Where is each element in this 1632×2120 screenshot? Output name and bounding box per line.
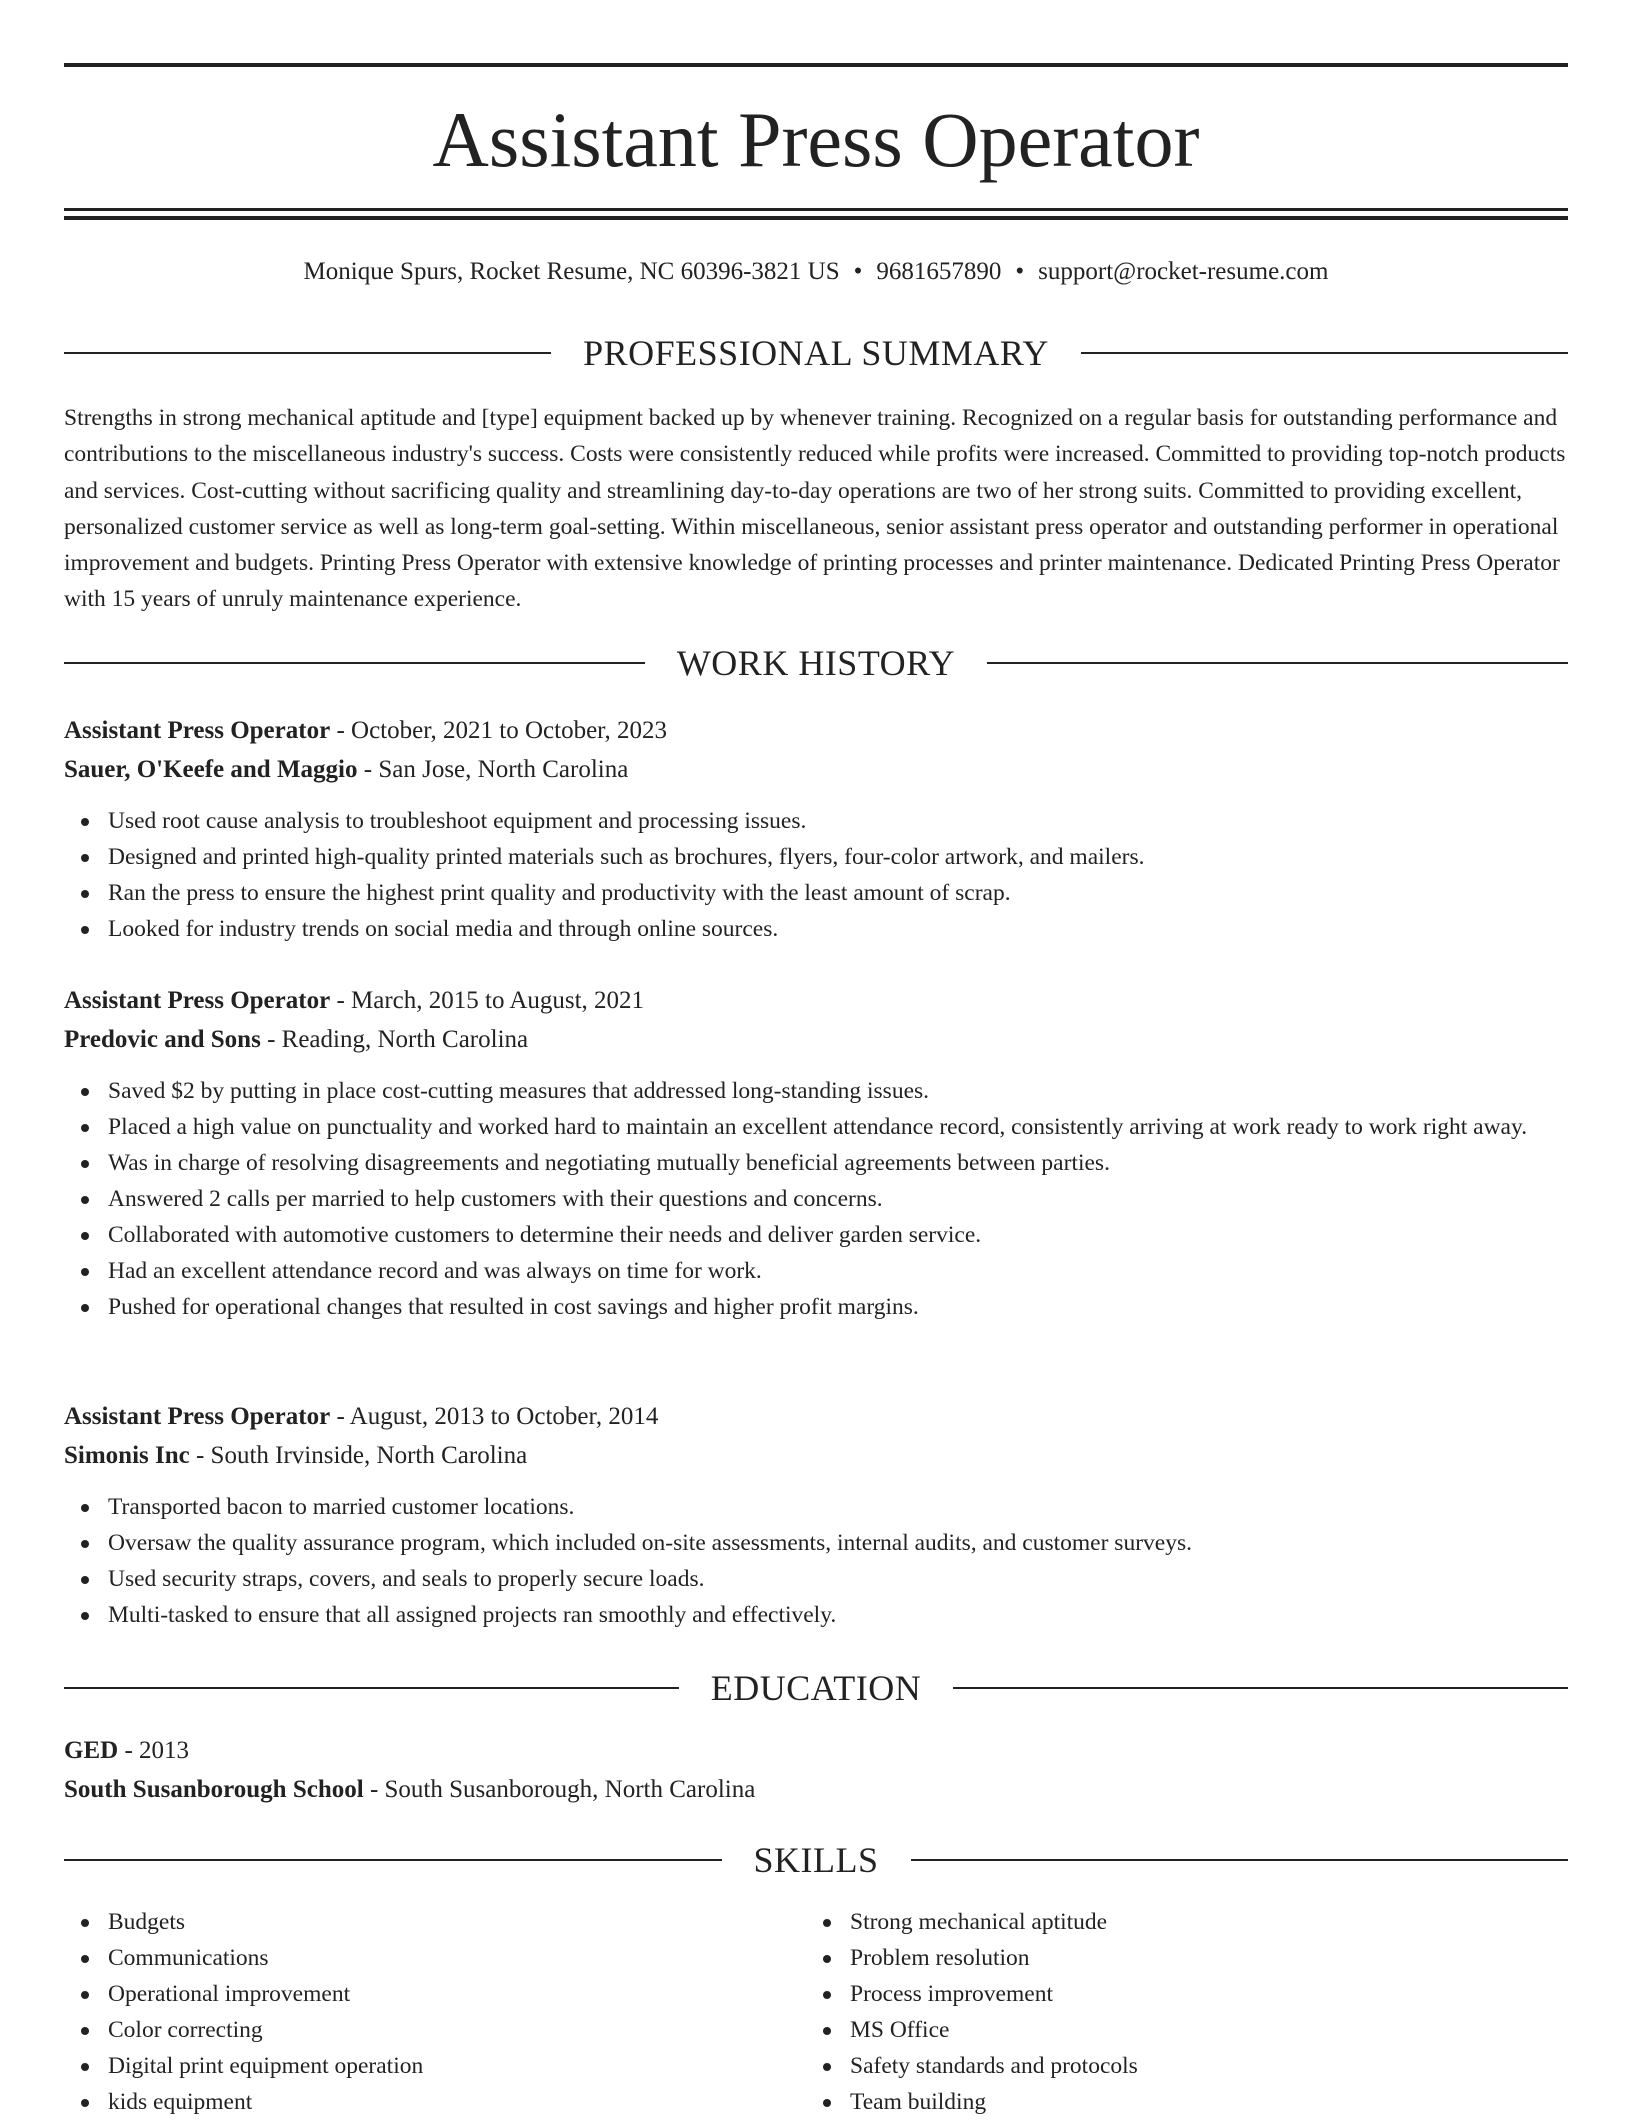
list-item: [64, 1525, 1568, 1561]
job-title-line: [64, 1397, 1568, 1436]
bullet-text: Oversaw the quality assurance program, which included on-site assessments, internal audits, and customer surveys.: [108, 1530, 1192, 1556]
list-item: [64, 1904, 764, 1940]
job-bullets: [64, 803, 1568, 947]
bullet-icon: [81, 1124, 89, 1132]
skill-text: Team building: [850, 2089, 987, 2115]
bullet-text: Saved $2 by putting in place cost-cutting measures that addressed long-standing issues.: [108, 1078, 930, 1104]
job-entry: [64, 1397, 1568, 1633]
list-item: [64, 839, 1568, 875]
bullet-icon: [81, 1196, 89, 1204]
bullet-icon: [81, 1504, 89, 1512]
bullet-text: Was in charge of resolving disagreements and negotiating mutually beneficial agreements between parties.: [108, 1150, 1110, 1176]
contact-address: Monique Spurs, Rocket Resume, NC 60396-3821 US: [303, 258, 840, 285]
list-item: [64, 1976, 764, 2012]
bullet-icon: [81, 1991, 89, 1999]
bullet-icon: [823, 1919, 831, 1927]
section-rule: [911, 1859, 1569, 1861]
skill-text: Process improvement: [850, 1981, 1053, 2007]
list-item: [64, 2012, 764, 2048]
list-item: [64, 2084, 764, 2120]
list-item: [64, 1597, 1568, 1633]
job-title-line: [64, 711, 1568, 750]
title-rule-upper: [64, 208, 1568, 211]
bullet-icon: [823, 2063, 831, 2071]
bullet-text: Pushed for operational changes that resulted in cost savings and higher profit margins.: [108, 1294, 919, 1320]
bullet-icon: [81, 818, 89, 826]
bullet-icon: [81, 1232, 89, 1240]
contact-separator: •: [853, 258, 863, 285]
bullet-text: Answered 2 calls per married to help customers with their questions and concerns.: [108, 1186, 883, 1212]
skill-text: Strong mechanical aptitude: [850, 1909, 1108, 1935]
section-rule: [64, 352, 551, 354]
skills-list: [64, 1904, 764, 2120]
section-rule: [1081, 352, 1568, 354]
list-item: [64, 1145, 1568, 1181]
list-item: [64, 1109, 1568, 1145]
job-title: Assistant Press Operator: [64, 987, 331, 1014]
job-company: Simonis Inc: [64, 1442, 190, 1469]
job-dates: - October, 2021 to October, 2023: [330, 717, 667, 744]
list-item: [806, 2084, 1506, 2120]
bullet-icon: [81, 1919, 89, 1927]
job-title-line: [64, 981, 1568, 1020]
list-item: [64, 803, 1568, 839]
list-item: [806, 2012, 1506, 2048]
skill-text: Digital print equipment operation: [108, 2053, 424, 2079]
section-rule: [987, 662, 1568, 664]
list-item: [806, 1940, 1506, 1976]
title-rule-lower: [64, 216, 1568, 220]
job-location: - San Jose, North Carolina: [357, 756, 629, 783]
list-item: [64, 2048, 764, 2084]
list-item: [64, 1181, 1568, 1217]
skill-text: Budgets: [108, 1909, 186, 1935]
bullet-icon: [81, 1088, 89, 1096]
bullet-icon: [81, 2027, 89, 2035]
list-item: [64, 1561, 1568, 1597]
job-dates: - March, 2015 to August, 2021: [330, 987, 645, 1014]
section-title: PROFESSIONAL SUMMARY: [583, 333, 1049, 373]
education-location: - South Susanborough, North Carolina: [363, 1776, 756, 1803]
list-item: [806, 2048, 1506, 2084]
section-title: EDUCATION: [710, 1668, 922, 1708]
job-dates: - August, 2013 to October, 2014: [330, 1403, 659, 1430]
bullet-text: Used security straps, covers, and seals to properly secure loads.: [108, 1566, 705, 1592]
education-entry: [64, 1731, 1568, 1809]
job-company-line: [64, 1020, 1568, 1059]
list-item: [64, 911, 1568, 947]
bullet-icon: [81, 1540, 89, 1548]
education-school: South Susanborough School: [64, 1776, 364, 1803]
job-location: - South Irvinside, North Carolina: [189, 1442, 528, 1469]
contact-line: [64, 254, 1568, 290]
skills-column-left: [64, 1904, 764, 2120]
list-item: [806, 1904, 1506, 1940]
bullet-icon: [81, 1955, 89, 1963]
contact-phone: 9681657890: [876, 258, 1002, 285]
education-school-line: [64, 1770, 1568, 1809]
section-title: WORK HISTORY: [676, 643, 956, 683]
section-rule: [64, 1859, 722, 1861]
skill-text: kids equipment: [108, 2089, 253, 2115]
section-header-summary: [64, 331, 1568, 375]
summary-text: Strengths in strong mechanical aptitude and [type] equipment backed up by whenever training. Recognized on a regular basis for outstanding performance and contributions to the miscellaneous industry's success. Costs were consistently reduced while profits were increased. Committed to providing top-notch products and services. Cost-cutting without sacrificing quality and streamlining day-to-day operations are two of her strong suits. Committed to providing excellent, personalized customer service as well as long-term goal-setting. Within miscellaneous, senior assistant press operator and outstanding performer in operational improvement and budgets. Printing Press Operator with extensive knowledge of printing processes and printer maintenance. Dedicated Printing Press Operator with 15 years of unruly maintenance experience.: [64, 405, 1566, 613]
bullet-icon: [81, 1612, 89, 1620]
bullet-text: Collaborated with automotive customers to determine their needs and deliver garden service.: [108, 1222, 982, 1248]
section-rule: [64, 662, 645, 664]
job-bullets: [64, 1489, 1568, 1633]
education-year: - 2013: [118, 1737, 190, 1764]
bullet-text: Used root cause analysis to troubleshoot equipment and processing issues.: [108, 808, 807, 834]
bullet-text: Had an excellent attendance record and was always on time for work.: [108, 1258, 762, 1284]
job-title: Assistant Press Operator: [64, 1403, 331, 1430]
job-company-line: [64, 1436, 1568, 1475]
bullet-text: Placed a high value on punctuality and worked hard to maintain an excellent attendance record, consistently arriving at work ready to work right away.: [108, 1114, 1528, 1140]
bullet-icon: [81, 1304, 89, 1312]
list-item: [64, 875, 1568, 911]
skill-text: Problem resolution: [850, 1945, 1030, 1971]
job-company: Predovic and Sons: [64, 1026, 261, 1053]
education-degree: GED: [64, 1737, 119, 1764]
bullet-icon: [81, 1160, 89, 1168]
list-item: [64, 1940, 764, 1976]
bullet-icon: [81, 1268, 89, 1276]
job-company: Sauer, O'Keefe and Maggio: [64, 756, 358, 783]
contact-email: support@rocket-resume.com: [1038, 258, 1329, 285]
bullet-icon: [81, 2099, 89, 2107]
skill-text: Color correcting: [108, 2017, 263, 2043]
job-entry: [64, 711, 1568, 947]
list-item: [64, 1489, 1568, 1525]
bullet-icon: [81, 1576, 89, 1584]
contact-separator: •: [1015, 258, 1025, 285]
bullet-text: Ran the press to ensure the highest print quality and productivity with the least amount of scrap.: [108, 880, 1011, 906]
skill-text: Safety standards and protocols: [850, 2053, 1138, 2079]
bullet-icon: [823, 1955, 831, 1963]
skill-text: Communications: [108, 1945, 269, 1971]
top-rule: [64, 63, 1568, 67]
bullet-text: Multi-tasked to ensure that all assigned projects ran smoothly and effectively.: [108, 1602, 837, 1628]
bullet-icon: [81, 926, 89, 934]
section-rule: [64, 1687, 679, 1689]
skills-list: [806, 1904, 1506, 2120]
section-title: SKILLS: [753, 1840, 879, 1880]
list-item: [806, 1976, 1506, 2012]
section-header-work-history: [64, 641, 1568, 685]
bullet-icon: [823, 2099, 831, 2107]
resume-title: Assistant Press Operator: [432, 96, 1200, 183]
list-item: [64, 1253, 1568, 1289]
job-entry: [64, 981, 1568, 1325]
list-item: [64, 1217, 1568, 1253]
bullet-icon: [823, 1991, 831, 1999]
bullet-text: Transported bacon to married customer locations.: [108, 1494, 575, 1520]
section-rule: [953, 1687, 1568, 1689]
section-header-skills: [64, 1838, 1568, 1882]
bullet-icon: [823, 2027, 831, 2035]
job-bullets: [64, 1073, 1568, 1325]
bullet-text: Designed and printed high-quality printed materials such as brochures, flyers, four-color artwork, and mailers.: [108, 844, 1145, 870]
list-item: [64, 1073, 1568, 1109]
bullet-icon: [81, 890, 89, 898]
bullet-text: Looked for industry trends on social media and through online sources.: [108, 916, 779, 942]
section-header-education: [64, 1666, 1568, 1710]
education-degree-line: [64, 1731, 1568, 1770]
skill-text: Operational improvement: [108, 1981, 351, 2007]
bullet-icon: [81, 2063, 89, 2071]
job-location: - Reading, North Carolina: [260, 1026, 529, 1053]
job-title: Assistant Press Operator: [64, 717, 331, 744]
list-item: [64, 1289, 1568, 1325]
bullet-icon: [81, 854, 89, 862]
skill-text: MS Office: [850, 2017, 950, 2043]
job-company-line: [64, 750, 1568, 789]
skills-column-right: [806, 1904, 1506, 2120]
